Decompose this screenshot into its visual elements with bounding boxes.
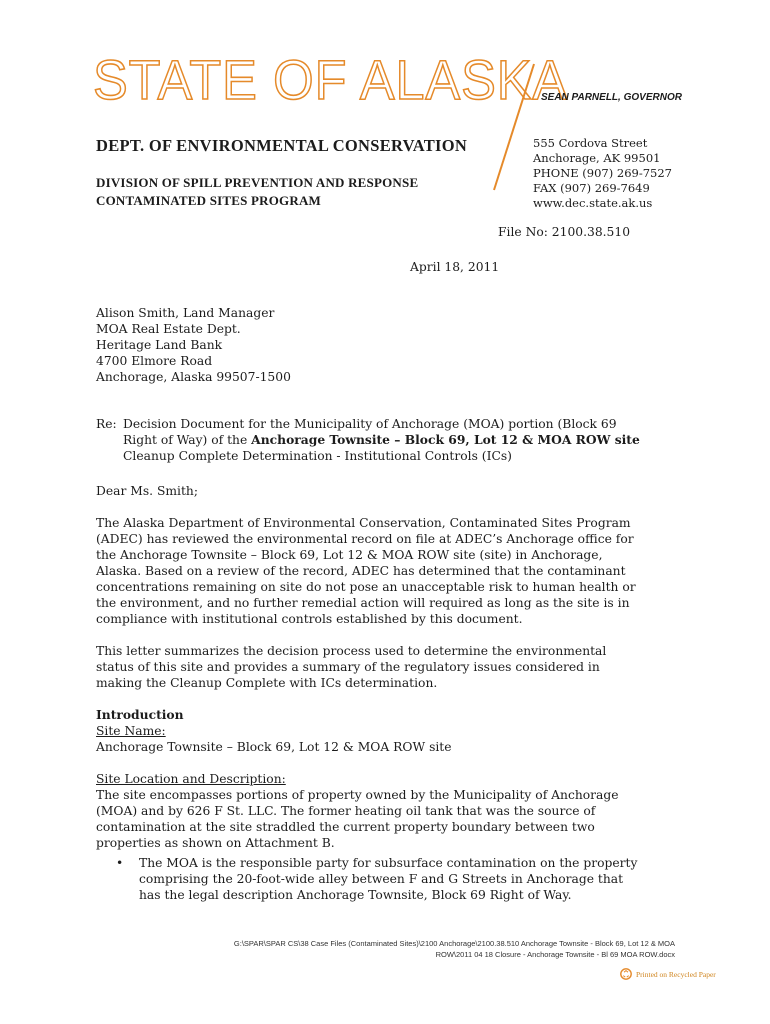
- recipient-line: Anchorage, Alaska 99507-1500: [96, 370, 291, 384]
- governor-name: SEAN PARNELL, GOVERNOR: [541, 92, 682, 103]
- paragraph-line: compliance with institutional controls established by this document.: [96, 612, 523, 626]
- site-name-label: Site Name:: [96, 724, 166, 738]
- paragraph-line: (ADEC) has reviewed the environmental record on file at ADEC’s Anchorage office for: [96, 532, 634, 546]
- re-line: Decision Document for the Municipality of Anchorage (MOA) portion (Block 69: [123, 417, 617, 431]
- site-name: Anchorage Townsite – Block 69, Lot 12 & MOA ROW site: [96, 740, 452, 754]
- paragraph-line: This letter summarizes the decision process used to determine the environmental: [96, 644, 607, 658]
- re-line: Cleanup Complete Determination - Institutional Controls (ICs): [123, 449, 512, 463]
- bullet-line: has the legal description Anchorage Townsite, Block 69 Right of Way.: [139, 888, 572, 902]
- paragraph-line: making the Cleanup Complete with ICs determination.: [96, 676, 438, 690]
- footer-path: ROW\2011 04 18 Closure - Anchorage Townsite - Bl 69 MOA ROW.docx: [435, 950, 675, 959]
- paragraph-line: concentrations remaining on site do not pose an unacceptable risk to human health or: [96, 580, 636, 594]
- state-title: STATE OF ALASKA: [93, 48, 569, 111]
- re-line: [123, 432, 640, 448]
- paragraph-line: The Alaska Department of Environmental Conservation, Contaminated Sites Program: [96, 516, 631, 530]
- address-fax: FAX (907) 269-7649: [533, 181, 650, 195]
- re-line-text: Right of Way) of the: [123, 433, 252, 447]
- address-phone: PHONE (907) 269-7527: [533, 166, 672, 180]
- recycled-paper-note: [620, 968, 716, 980]
- paragraph-line: properties as shown on Attachment B.: [96, 836, 335, 850]
- paragraph-line: The site encompasses portions of property owned by the Municipality of Anchorage: [96, 788, 619, 802]
- site-title: Anchorage Townsite – Block 69, Lot 12 & MOA ROW site: [251, 432, 640, 447]
- recipient-line: Heritage Land Bank: [96, 338, 223, 352]
- bullet-line: comprising the 20-foot-wide alley between F and G Streets in Anchorage that: [139, 872, 624, 886]
- paragraph-line: Alaska. Based on a review of the record, ADEC has determined that the contaminant: [96, 564, 626, 578]
- letter-date: April 18, 2011: [410, 260, 500, 274]
- recipient-line: MOA Real Estate Dept.: [96, 322, 241, 336]
- paragraph-line: contamination at the site straddled the current property boundary between two: [96, 820, 595, 834]
- department-name: DEPT. OF ENVIRONMENTAL CONSERVATION: [96, 136, 468, 155]
- salutation: Dear Ms. Smith;: [96, 484, 198, 498]
- recipient-line: Alison Smith, Land Manager: [96, 306, 275, 320]
- paragraph-line: the environment, and no further remedial action will required as long as the site is in: [96, 596, 630, 610]
- program-name: CONTAMINATED SITES PROGRAM: [96, 193, 322, 208]
- site-location-label: Site Location and Description:: [96, 772, 286, 786]
- address-street: 555 Cordova Street: [533, 136, 648, 150]
- division-name: DIVISION OF SPILL PREVENTION AND RESPONSE: [96, 175, 419, 190]
- paragraph-line: status of this site and provides a summary of the regulatory issues considered in: [96, 660, 600, 674]
- address-city: Anchorage, AK 99501: [533, 151, 661, 165]
- address-website[interactable]: www.dec.state.ak.us: [533, 196, 653, 210]
- bullet-line: The MOA is the responsible party for subsurface contamination on the property: [139, 856, 638, 870]
- re-label: Re:: [96, 417, 117, 431]
- recycled-paper-text: Printed on Recycled Paper: [636, 969, 716, 979]
- paragraph-line: the Anchorage Townsite – Block 69, Lot 12 & MOA ROW site (site) in Anchorage,: [96, 548, 603, 562]
- footer-path: G:\SPAR\SPAR CS\38 Case Files (Contaminated Sites)\2100 Anchorage\2100.38.510 Anchorage Townsite - Block 69, Lot 12 & MOA: [233, 939, 675, 948]
- bullet-icon: •: [116, 856, 124, 870]
- recycle-icon: [620, 968, 632, 980]
- recipient-line: 4700 Elmore Road: [96, 354, 213, 368]
- introduction-heading: Introduction: [96, 707, 184, 722]
- paragraph-line: (MOA) and by 626 F St. LLC. The former heating oil tank that was the source of: [96, 804, 596, 818]
- file-number: File No: 2100.38.510: [498, 225, 631, 239]
